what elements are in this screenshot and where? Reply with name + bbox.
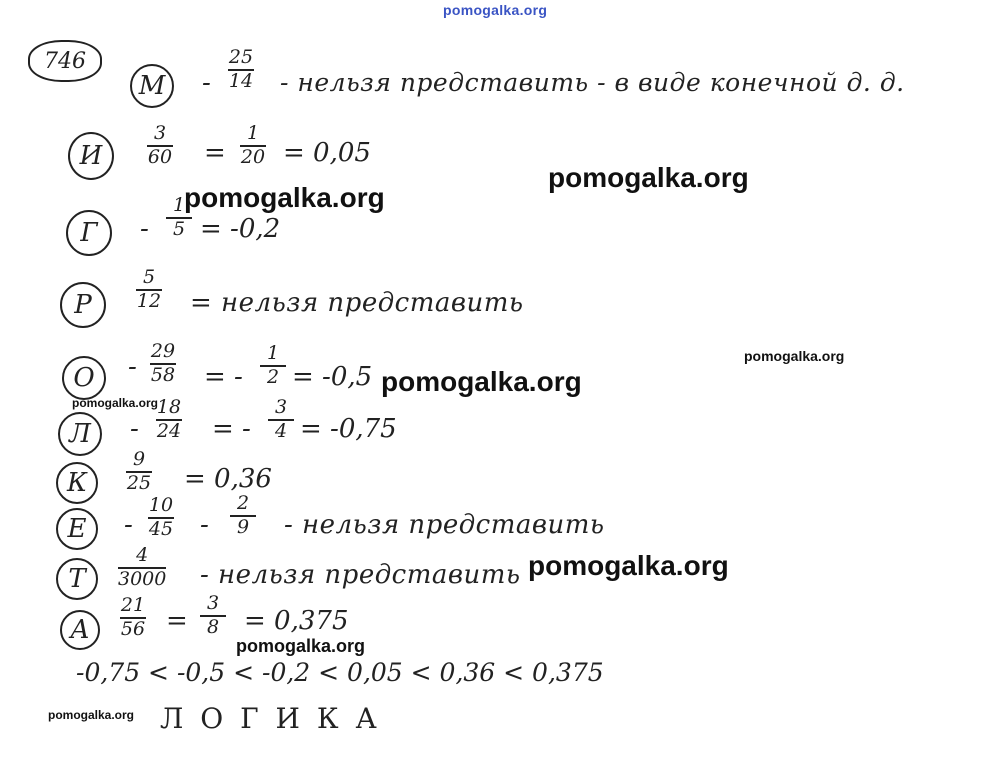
denominator: 12 xyxy=(136,289,162,312)
denominator: 25 xyxy=(126,471,152,494)
denominator: 4 xyxy=(274,419,288,442)
letter-circle-r xyxy=(60,282,106,328)
row-e-note: - нельзя представить xyxy=(284,510,605,540)
numerator: 21 xyxy=(120,594,146,616)
row-i-eq: = xyxy=(204,138,226,168)
problem-number-badge xyxy=(28,40,102,82)
letter-circle-m xyxy=(130,64,174,108)
row-o-fraction xyxy=(150,342,176,386)
row-i-fraction2 xyxy=(240,124,266,168)
numerator: 1 xyxy=(266,342,280,364)
denominator: 14 xyxy=(228,69,254,92)
row-i-fraction xyxy=(147,124,173,168)
row-k-fraction xyxy=(126,450,152,494)
row-e-fraction2 xyxy=(230,494,256,538)
row-l-eq: = - xyxy=(212,414,251,444)
row-m-sign: - xyxy=(202,68,211,98)
denominator: 2 xyxy=(266,365,280,388)
order-line: -0,75 < -0,5 < -0,2 < 0,05 < 0,36 < 0,375 xyxy=(76,658,604,687)
row-e-sign: - xyxy=(124,510,133,540)
watermark: pomogalka.org xyxy=(72,396,159,410)
problem-number: 746 xyxy=(44,48,86,74)
row-o-sign: - xyxy=(128,352,137,382)
row-l-result: = -0,75 xyxy=(300,414,397,444)
row-o-result: = -0,5 xyxy=(292,362,373,392)
row-k-result: = 0,36 xyxy=(184,464,272,494)
row-l-sign: - xyxy=(130,414,139,444)
letter-a: А xyxy=(70,615,90,645)
row-a-result: = 0,375 xyxy=(244,606,349,636)
watermark: pomogalka.org xyxy=(236,636,366,656)
denominator: 56 xyxy=(120,617,146,640)
row-o-eq: = - xyxy=(204,362,243,392)
numerator: 18 xyxy=(156,396,182,418)
row-o-fraction2 xyxy=(260,344,286,388)
letter-circle-e xyxy=(56,508,98,550)
numerator: 25 xyxy=(228,46,254,68)
row-m-fraction xyxy=(228,48,254,92)
row-t-fraction xyxy=(118,546,166,590)
letter-g: Г xyxy=(80,218,98,248)
watermark: pomogalka.org xyxy=(381,366,582,397)
numerator: 9 xyxy=(132,448,146,470)
letter-k: К xyxy=(66,468,88,498)
letter-t: Т xyxy=(68,564,86,594)
letter-circle-g xyxy=(66,210,112,256)
watermark: pomogalka.org xyxy=(184,182,385,213)
numerator: 2 xyxy=(236,492,250,514)
numerator: 3 xyxy=(274,396,288,418)
numerator: 29 xyxy=(150,340,176,362)
watermark: pomogalka.org xyxy=(48,708,135,722)
numerator: 10 xyxy=(148,494,174,516)
numerator: 4 xyxy=(136,544,149,566)
numerator: 1 xyxy=(172,194,186,216)
letter-e: Е xyxy=(67,514,87,544)
watermark: pomogalka.org xyxy=(528,550,729,581)
letter-i: И xyxy=(79,141,103,171)
denominator: 45 xyxy=(148,517,174,540)
row-a-eq: = xyxy=(166,606,188,636)
denominator: 3000 xyxy=(118,567,167,590)
denominator: 60 xyxy=(147,145,173,168)
numerator: 3 xyxy=(153,122,167,144)
row-l-fraction2 xyxy=(268,398,294,442)
row-r-note: = нельзя представить xyxy=(190,288,524,318)
numerator: 1 xyxy=(246,122,260,144)
denominator: 8 xyxy=(206,615,220,638)
letter-circle-k xyxy=(56,462,98,504)
row-g-result: = -0,2 xyxy=(200,214,281,244)
denominator: 5 xyxy=(172,217,186,240)
letter-circle-t xyxy=(56,558,98,600)
row-m-note: - нельзя представить - в виде конечной д. д. xyxy=(280,68,905,97)
letter-r: Р xyxy=(74,290,92,320)
denominator: 24 xyxy=(156,419,182,442)
denominator: 58 xyxy=(150,363,176,386)
letter-circle-i xyxy=(68,132,114,180)
row-i-result: = 0,05 xyxy=(283,138,371,168)
answer-word: Л О Г И К А xyxy=(160,702,381,735)
row-a-fraction2 xyxy=(200,594,226,638)
row-e-fraction xyxy=(148,496,174,540)
site-watermark-top[interactable]: pomogalka.org xyxy=(443,2,548,18)
watermark: pomogalka.org xyxy=(744,348,845,364)
letter-circle-l xyxy=(58,412,102,456)
row-r-fraction xyxy=(136,268,162,312)
row-t-note: - нельзя представить xyxy=(200,560,521,590)
row-l-fraction xyxy=(156,398,182,442)
row-a-fraction xyxy=(120,596,146,640)
row-e-sign2: - xyxy=(200,510,209,540)
numerator: 5 xyxy=(142,266,156,288)
numerator: 3 xyxy=(206,592,220,614)
letter-m: М xyxy=(138,71,166,101)
watermark: pomogalka.org xyxy=(548,162,749,193)
letter-l: Л xyxy=(69,419,91,449)
row-g-sign: - xyxy=(140,214,149,244)
letter-circle-o xyxy=(62,356,106,400)
letter-circle-a xyxy=(60,610,100,650)
letter-o: О xyxy=(73,363,95,393)
denominator: 20 xyxy=(240,145,266,168)
denominator: 9 xyxy=(236,515,250,538)
